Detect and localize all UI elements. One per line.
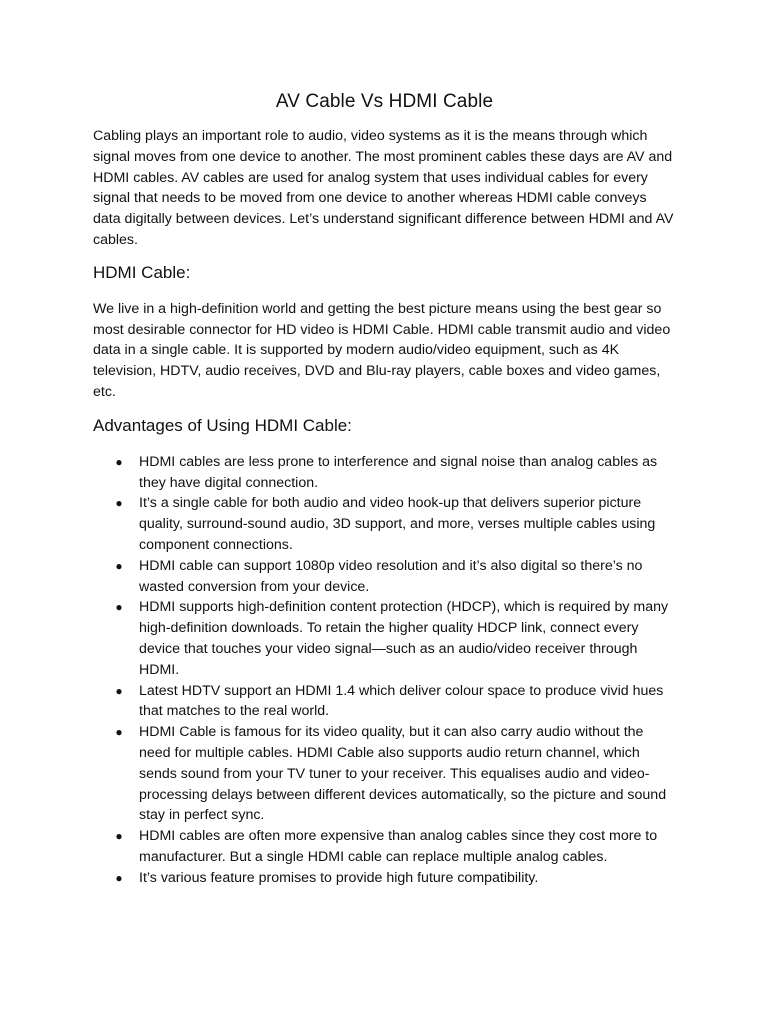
- bullet-icon: ●: [115, 870, 123, 885]
- list-item: [93, 493, 676, 555]
- bullet-icon: ●: [115, 454, 123, 469]
- bullet-icon: ●: [115, 829, 123, 844]
- list-item-text: HDMI cables are less prone to interference and signal noise than analog cables as they have digital connection.: [139, 453, 658, 491]
- bullet-icon: ●: [115, 600, 123, 615]
- bullet-icon: ●: [115, 558, 123, 573]
- advantages-heading: Advantages of Using HDMI Cable:: [93, 415, 352, 435]
- document-title: AV Cable Vs HDMI Cable: [275, 91, 494, 112]
- intro-paragraph: Cabling plays an important role to audio, video systems as it is the means through which signal moves from one device to another. The most prominent cables these days are AV and HDMI cables. AV cables are used for analog system that uses individual cables for every signal that needs to be moved from one device to another whereas HDMI cable conveys data digitally between devices. Let’s understand significant difference between HDMI and AV cables.: [93, 128, 674, 248]
- list-item: [93, 681, 676, 723]
- list-item-text: HDMI Cable is famous for its video quality, but it can also carry audio without the need for multiple cables. HDMI Cable also supports audio return channel, which sends sound from your TV tuner to your receiver. This equalises audio and video-processing delays between different devices automatically, so the picture and sound stay in perfect sync.: [139, 724, 667, 824]
- hdmi-cable-heading: HDMI Cable:: [93, 262, 191, 282]
- list-item: [93, 556, 676, 598]
- list-item-text: Latest HDTV support an HDMI 1.4 which deliver colour space to produce vivid hues that matches to the real world.: [139, 682, 664, 720]
- list-item: [93, 722, 676, 826]
- list-item: [93, 868, 676, 889]
- list-item-text: It’s various feature promises to provide high future compatibility.: [139, 869, 539, 886]
- bullet-icon: ●: [115, 496, 123, 511]
- bullet-icon: ●: [115, 725, 123, 740]
- hdmi-cable-paragraph: We live in a high-definition world and getting the best picture means using the best gear so most desirable connector for HD video is HDMI Cable. HDMI cable transmit audio and video data in a single cable. It is supported by modern audio/video equipment, such as 4K television, HDTV, audio receives, DVD and Blu-ray players, cable boxes and video games, etc.: [93, 300, 671, 400]
- list-item-text: HDMI cables are often more expensive than analog cables since they cost more to manufacturer. But a single HDMI cable can replace multiple analog cables.: [139, 828, 658, 865]
- list-item-text: HDMI cable can support 1080p video resolution and it’s also digital so there’s no wasted conversion from your device.: [139, 557, 643, 595]
- list-item: [93, 597, 676, 680]
- list-item-text: It’s a single cable for both audio and video hook-up that delivers superior picture quality, surround-sound audio, 3D support, and more, verses multiple cables using component connections.: [139, 495, 656, 553]
- list-item: [93, 452, 676, 494]
- advantages-list: [93, 452, 676, 889]
- list-item-text: HDMI supports high-definition content protection (HDCP), which is required by many high-definition downloads. To retain the higher quality HDCP link, connect every device that touches your video signal—such as an audio/video receiver through HDMI.: [139, 599, 669, 678]
- list-item: [93, 826, 676, 868]
- bullet-icon: ●: [115, 683, 123, 698]
